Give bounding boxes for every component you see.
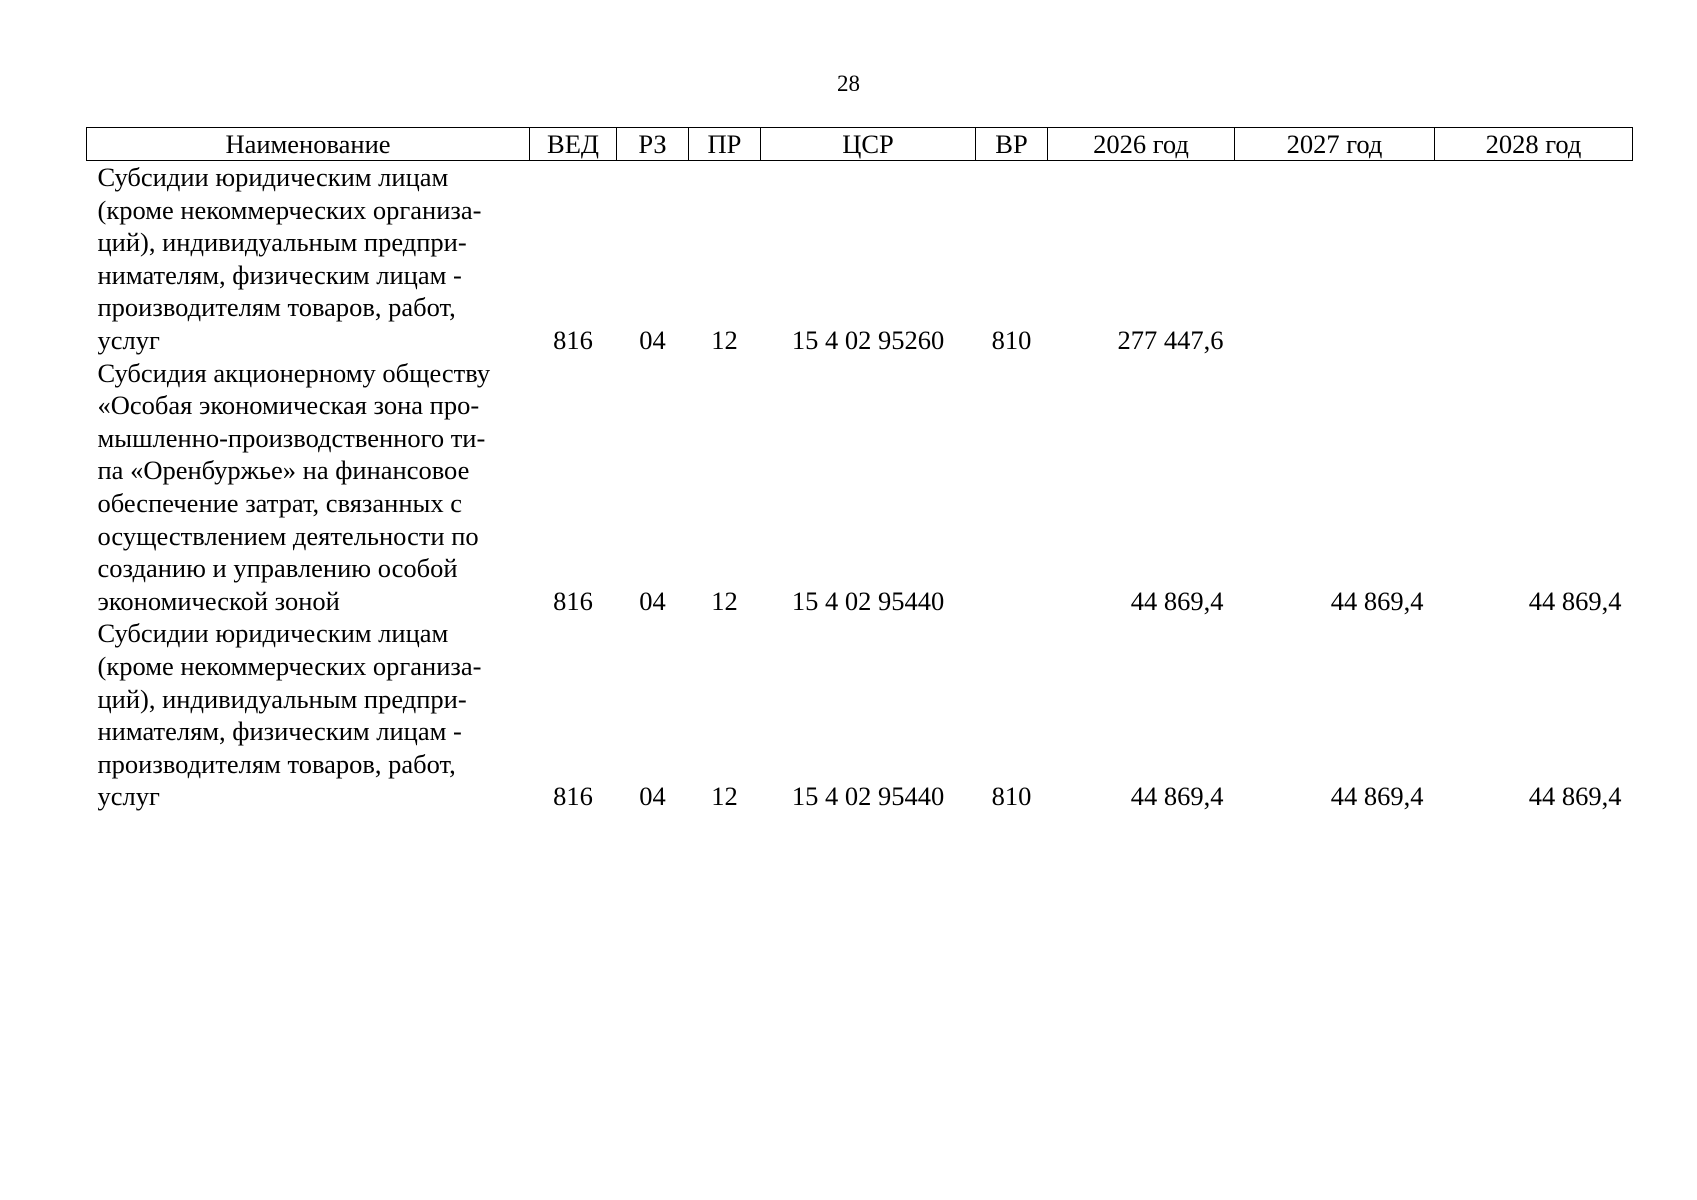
row-vr: 810 (991, 324, 1032, 355)
header-2026: 2026 год (1048, 128, 1235, 161)
row-name-line: Субсидия акционерному обществу (97, 357, 491, 388)
row-csr: 15 4 02 95440 (791, 781, 945, 812)
row-name-line: экономической зоной (97, 585, 340, 616)
row-vr (976, 357, 1048, 618)
row-pr: 12 (711, 585, 738, 616)
header-csr: ЦСР (761, 128, 976, 161)
row-name-line: ций), индивидуальным предпри- (97, 683, 467, 714)
row-name-cell (87, 357, 530, 618)
header-ved: ВЕД (530, 128, 617, 161)
row-name-line: осуществлением деятельности по (97, 520, 479, 551)
row-amount-2026: 44 869,4 (1130, 585, 1224, 616)
row-rz: 04 (639, 585, 666, 616)
page-number: 28 (837, 71, 860, 96)
row-csr: 15 4 02 95440 (791, 585, 945, 616)
row-rz: 04 (639, 324, 666, 355)
budget-table (86, 127, 1633, 813)
row-amount-2027: 44 869,4 (1330, 585, 1424, 616)
row-name-cell (87, 161, 530, 357)
row-name-line: (кроме некоммерческих организа- (97, 650, 482, 681)
header-row (87, 128, 1633, 161)
row-name-line: обеспечение затрат, связанных с (97, 487, 462, 518)
row-name-line: услуг (97, 324, 160, 355)
row-amount-2028 (1435, 161, 1633, 357)
row-name-line: па «Оренбуржье» на финансовое (97, 455, 470, 486)
row-name-line: Субсидии юридическим лицам (97, 618, 449, 649)
header-name: Наименование (87, 128, 530, 161)
table-row (87, 161, 1633, 357)
row-ved: 816 (553, 781, 593, 812)
row-name-line: нимателям, физическим лицам - (97, 716, 462, 747)
row-amount-2027: 44 869,4 (1330, 781, 1424, 812)
row-pr: 12 (711, 324, 738, 355)
row-name-line: созданию и управлению особой (97, 553, 458, 584)
row-name-line: производителям товаров, работ, (97, 748, 456, 779)
row-amount-2028: 44 869,4 (1528, 585, 1622, 616)
row-ved: 816 (553, 585, 593, 616)
row-name-line: услуг (97, 781, 160, 812)
row-amount-2026: 44 869,4 (1130, 781, 1224, 812)
header-vr: ВР (976, 128, 1048, 161)
row-name-line: мышленно-производственного ти- (97, 422, 486, 453)
row-csr: 15 4 02 95260 (791, 324, 945, 355)
header-2028: 2028 год (1435, 128, 1633, 161)
row-name-line: Субсидии юридическим лицам (97, 162, 449, 192)
row-vr: 810 (991, 781, 1032, 812)
row-name-line: ций), индивидуальным предпри- (97, 227, 467, 258)
row-ved: 816 (553, 324, 593, 355)
row-amount-2028: 44 869,4 (1528, 781, 1622, 812)
row-name-cell (87, 617, 530, 813)
row-amount-2026: 277 447,6 (1117, 324, 1224, 355)
header-2027: 2027 год (1235, 128, 1435, 161)
row-name-line: производителям товаров, работ, (97, 292, 456, 323)
row-name-line: (кроме некоммерческих организа- (97, 194, 482, 225)
table-body (87, 161, 1633, 813)
table-row (87, 357, 1633, 618)
row-rz: 04 (639, 781, 666, 812)
row-pr: 12 (711, 781, 738, 812)
row-name-line: нимателям, физическим лицам - (97, 259, 462, 290)
row-amount-2027 (1235, 161, 1435, 357)
table-header (87, 128, 1633, 161)
row-name-line: «Особая экономическая зона про- (97, 390, 480, 421)
header-pr: ПР (689, 128, 761, 161)
header-rz: РЗ (617, 128, 689, 161)
table-row (87, 617, 1633, 813)
